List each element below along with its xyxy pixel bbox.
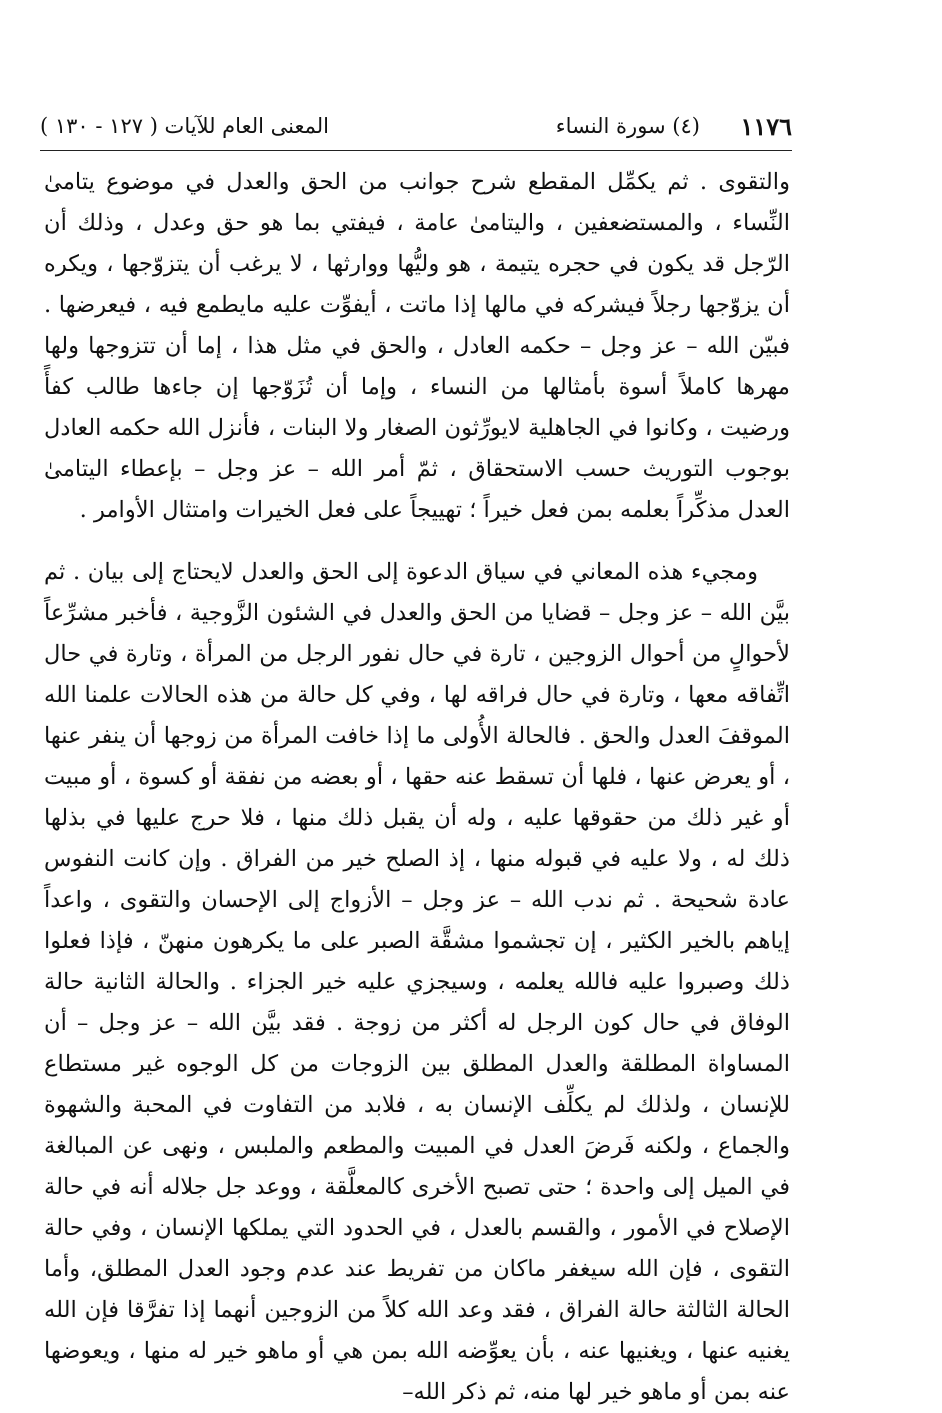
header-divider xyxy=(40,150,792,151)
surah-title: (٤) سورة النساء xyxy=(555,114,700,138)
page-header xyxy=(40,112,792,146)
paragraph: والتقوى . ثم يكمِّل المقطع شرح جوانب من الحق والعدل في موضوع يتامىٰ النِّساء ، والمستضعفين ، واليتامىٰ عامة ، فيفتي بما هو حق وعدل ، وذلك أن الرّجل قد يكون في حجره يتيمة ، هو وليُّها ووارثها ، لا يرغب أن يتزوّجها ، ويكره أن يزوّجها رجلاً فيشركه في مالها إذا ماتت ، أيفوِّت عليه مايطمع فيه ، فيعرضها . فبيّن الله – عز وجل – حكمه العادل ، والحق في مثل هذا ، إما أن تتزوجها ولها مهرها كاملاً أسوة بأمثالها من النساء ، وإما أن تُزَوّجها إن جاءها طالب كفأً ورضيت ، وكانوا في الجاهلية لايورِّثون الصغار ولا البنات ، فأنزل الله حكمه العادل بوجوب التوريث حسب الاستحقاق ، ثمّ أمر الله – عز وجل – بإعطاء اليتامىٰ العدل مذكِّراً بعلمه بمن فعل خيراً ؛ تهييجاً على فعل الخيرات وامتثال الأوامر . xyxy=(44,169,790,523)
page-number: ١١٧٦ xyxy=(740,112,792,141)
page-body xyxy=(44,162,790,1413)
section-title: المعنى العام للآيات ( ١٢٧ - ١٣٠ ) xyxy=(40,114,329,138)
paragraph: ومجيء هذه المعاني في سياق الدعوة إلى الحق والعدل لايحتاج إلى بيان . ثم بيَّن الله – عز وجل – قضايا من الحق والعدل في الشئون الزَّوجية ، فأخبر مشرِّعاً لأحوالٍ من أحوال الزوجين ، تارة في حال نفور الرجل من المرأة ، وتارة في حال اتِّفاقه معها ، وتارة في حال فراقه لها ، وفي كل حالة من هذه الحالات علمنا الله الموقفَ العدل والحق . فالحالة الأُولى ما إذا خافت المرأة من زوجها أن ينفر عنها ، أو يعرض عنها ، فلها أن تسقط عنه حقها ، أو بعضه من نفقة أو كسوة ، أو مبيت أو غير ذلك من حقوقها عليه ، وله أن يقبل ذلك منها ، فلا حرج عليها في بذلها ذلك له ، ولا عليه في قبوله منها ، إذ الصلح خير من الفراق . وإن كانت النفوس عادة شحيحة . ثم ندب الله – عز وجل – الأزواج إلى الإحسان والتقوى ، واعداً إياهم بالخير الكثير ، إن تجشموا مشقَّة الصبر على ما يكرهون منهنّ ، فإذا فعلوا ذلك وصبروا عليه فالله يعلمه ، وسيجزي عليه خير الجزاء . والحالة الثانية حالة الوفاق في حال كون الرجل له أكثر من زوجة . فقد بيَّن الله – عز وجل – أن المساواة المطلقة والعدل المطلق بين الزوجات من كل الوجوه غير مستطاع للإنسان ، ولذلك لم يكلِّف الإنسان به ، فلابد من التفاوت في المحبة والشهوة والجماع ، ولكنه فَرضَ العدل في المبيت والمطعم والملبس ، ونهى عن المبالغة في الميل إلى واحدة ؛ حتى تصبح الأخرى كالمعلَّقة ، ووعد جل جلاله أنه في حالة الإصلاح في الأمور ، والقسم بالعدل ، في الحدود التي يملكها الإنسان ، وفي حالة التقوى ، فإن الله سيغفر ماكان من تفريط عند عدم وجود العدل المطلق، وأما الحالة الثالثة حالة الفراق ، فقد وعد الله كلاً من الزوجين أنهما إذا تفرَّقا فإن الله يغنيه عنها ، ويغنيها عنه ، بأن يعوِّضه الله بمن هي أو ماهو خير له منها ، ويعوضها عنه بمن أو ماهو خير لها منه، ثم ذكر الله– xyxy=(44,559,790,1405)
